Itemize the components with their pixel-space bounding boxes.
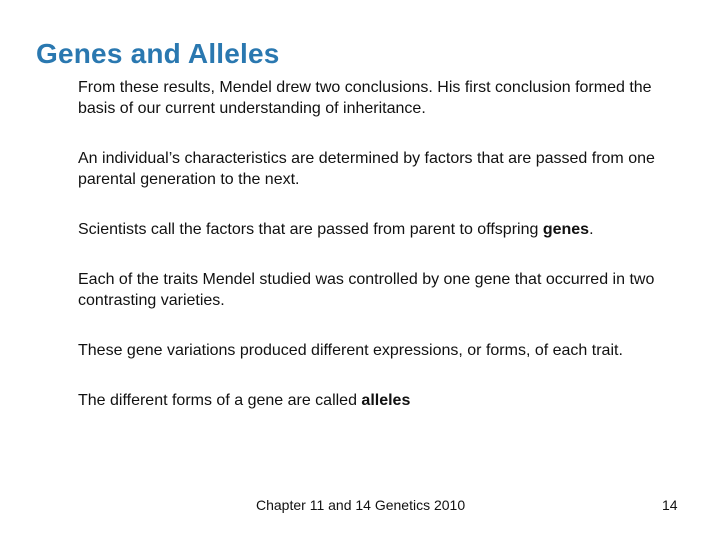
term-genes: genes [542,221,590,238]
paragraph-text: Scientists call the factors that are passed from parent to offspring [78,221,543,238]
paragraph-text: Each of the traits Mendel studied was controlled by one gene that occurred in two contrasting varieties. [78,271,655,309]
paragraph-text: An individual’s characteristics are determined by factors that are passed from one parental generation to the next. [78,150,655,188]
slide-footer: Chapter 11 and 14 Genetics 2010 [256,497,466,513]
paragraph-tail: . [589,221,594,238]
paragraph-traits [78,269,688,311]
slide-title: Genes and Alleles [36,38,280,69]
paragraph-genes-definition [78,219,688,240]
term-alleles: alleles [361,392,411,409]
paragraph-conclusions [78,77,688,119]
slide-body [78,77,688,440]
paragraph-text: The different forms of a gene are called [78,392,362,409]
paragraph-text: From these results, Mendel drew two conclusions. His first conclusion formed the basis of our current understanding of inheritance. [78,79,652,117]
page-number: 14 [662,497,678,513]
paragraph-characteristics [78,148,688,190]
paragraph-variations [78,340,688,361]
paragraph-text: These gene variations produced different expressions, or forms, of each trait. [78,342,623,359]
paragraph-alleles-definition [78,390,688,411]
